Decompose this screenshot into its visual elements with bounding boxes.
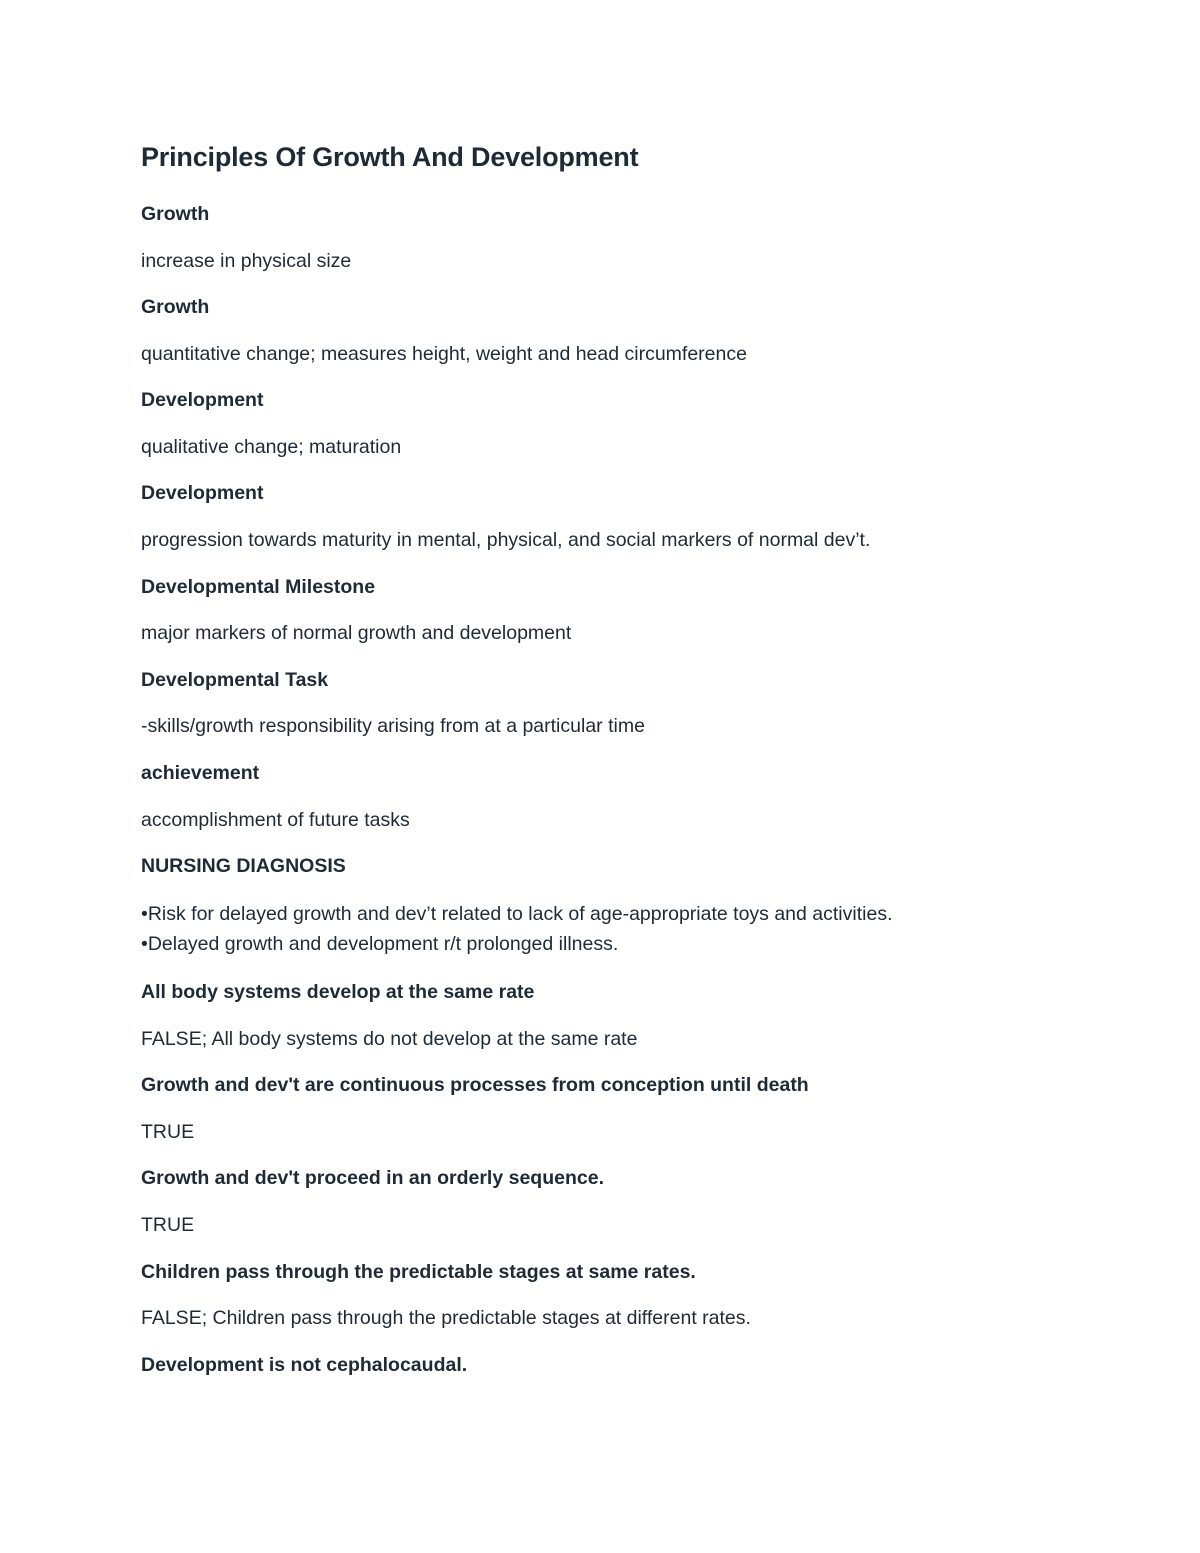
statement-1: All body systems develop at the same rate <box>141 981 535 1003</box>
term-development-1: Development <box>141 389 264 411</box>
definition-achievement: accomplishment of future tasks <box>141 809 410 831</box>
definition-development-2: progression towards maturity in mental, physical, and social markers of normal dev’t. <box>141 529 871 551</box>
document-page <box>141 0 1141 1553</box>
nursing-diagnosis-list <box>141 899 892 959</box>
answer-2: TRUE <box>141 1121 195 1143</box>
term-developmental-task: Developmental Task <box>141 669 329 691</box>
page-title: Principles Of Growth And Development <box>141 142 639 172</box>
definition-developmental-milestone: major markers of normal growth and development <box>141 622 572 644</box>
list-item: •Risk for delayed growth and dev’t related to lack of age-appropriate toys and activities. <box>141 903 893 925</box>
definition-development-1: qualitative change; maturation <box>141 436 402 458</box>
term-nursing-diagnosis: NURSING DIAGNOSIS <box>141 855 346 877</box>
term-growth-1: Growth <box>141 203 210 225</box>
definition-growth-2: quantitative change; measures height, weight and head circumference <box>141 343 747 365</box>
term-growth-2: Growth <box>141 296 210 318</box>
answer-3: TRUE <box>141 1214 195 1236</box>
term-development-2: Development <box>141 482 264 504</box>
definition-growth-1: increase in physical size <box>141 250 352 272</box>
term-achievement: achievement <box>141 762 260 784</box>
answer-1: FALSE; All body systems do not develop at the same rate <box>141 1028 638 1050</box>
definition-developmental-task: -skills/growth responsibility arising from at a particular time <box>141 715 645 737</box>
statement-5: Development is not cephalocaudal. <box>141 1354 468 1376</box>
list-item: •Delayed growth and development r/t prolonged illness. <box>141 933 619 955</box>
answer-4: FALSE; Children pass through the predictable stages at different rates. <box>141 1307 751 1329</box>
statement-2: Growth and dev't are continuous processes from conception until death <box>141 1074 809 1096</box>
statement-3: Growth and dev't proceed in an orderly sequence. <box>141 1167 604 1189</box>
statement-4: Children pass through the predictable stages at same rates. <box>141 1261 696 1283</box>
term-developmental-milestone: Developmental Milestone <box>141 576 376 598</box>
